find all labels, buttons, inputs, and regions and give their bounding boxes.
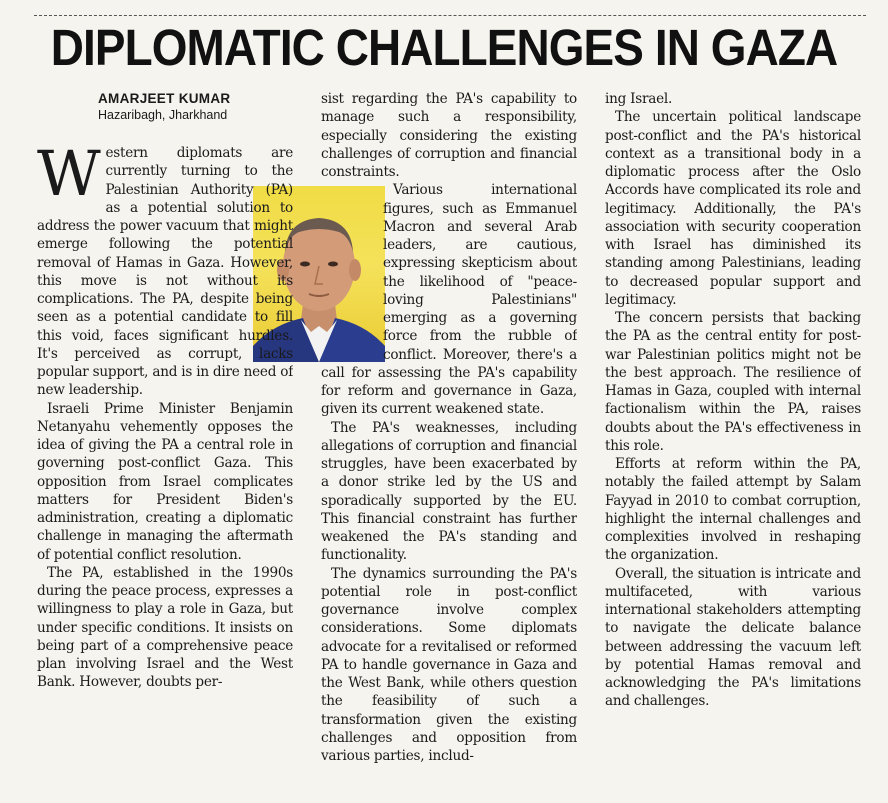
article-paragraph: The PA's weaknesses, including allegations of corruption and financial struggles, have been exacerbated by a donor strike led by the US and sporadically supported by the EU. This financial constraint has further weakened the PA's standing and functionality. (321, 419, 577, 564)
article-paragraph: Efforts at reform within the PA, notably the failed attempt by Salam Fayyad in 2010 to combat corruption, highlight the internal challenges and complexities involved in reshaping the organization. (605, 456, 861, 564)
drop-cap: W (37, 144, 101, 210)
article-paragraph: The PA, established in the 1990s during the peace process, expresses a willingness to play a role in Gaza, but under specific conditions. It insists on being part of a comprehensive peace plan involving Israel and the West Bank. However, doubts per- (37, 564, 293, 691)
headline: DIPLOMATIC CHALLENGES IN GAZA (50, 19, 838, 76)
article-paragraph: The dynamics surrounding the PA's potential role in post-conflict governance involve complex considerations. Some diplomats advocate for a revitalised or reformed PA to handle governance in Gaza and the West Bank, while others question the feasibility of such a transformation given the existing challenges and opposition from various parties, includ- (321, 565, 577, 764)
article-paragraph: sist regarding the PA's capability to manage such a responsibility, especially considering the existing challenges of corruption and financial constraints. (321, 91, 577, 180)
paragraph-text: Various international figures, such as Emmanuel Macron and several Arab leaders, are cautious, expressing skepticism about the likelihood of "peace-loving Palestinians" emerging as a governing force from the rubble of conflict. Moreover, there's a call for assessing the PA's capability for reform and governance in Gaza, given its current weakened state. (321, 182, 577, 418)
article-paragraph: ing Israel. (605, 91, 673, 107)
top-rule (34, 15, 866, 16)
photo-wrap-space (321, 181, 381, 357)
article-paragraph (37, 144, 293, 400)
paragraph-text: estern diplomats are currently turning to the Palestinian Authority (PA) as a potential solution to address the power vacuum that might emerge following the potential removal of Hamas in Gaza. However, this move is not without its complications. The PA, despite being seen as a potential candidate to fill this void, faces significant hurdles. It's perceived as corrupt, lacks popular support, and is in dire need of new leadership. (37, 145, 293, 399)
byline (98, 90, 248, 124)
article-column-1 (37, 144, 293, 803)
article-paragraph: The uncertain political landscape post-conflict and the PA's historical context as a transitional body in a diplomatic process after the Oslo Accords have complicated its role and legitimacy. Additionally, the PA's association with security cooperation with Israel has diminished its standing among Palestinians, leading to decreased popular support and legitimacy. (605, 109, 861, 308)
author-place: Hazaribagh, Jharkhand (98, 108, 228, 122)
article-column-3 (605, 90, 861, 803)
article-paragraph (321, 181, 577, 418)
article-paragraph: Overall, the situation is intricate and multifaceted, with various international stakeholders attempting to navigate the delicate balance between addressing the vacuum left by potential Hamas removal and acknowledging the PA's limitations and challenges. (605, 565, 861, 710)
author-name: AMARJEET KUMAR (98, 91, 231, 106)
article-column-2 (321, 90, 577, 803)
article-paragraph: Israeli Prime Minister Benjamin Netanyahu vehemently opposes the idea of giving the PA a central role in governing post-conflict Gaza. This opposition from Israel complicates matters for President Biden's administration, creating a diplomatic challenge in managing the aftermath of potential conflict resolution. (37, 400, 293, 563)
article-paragraph: The concern persists that backing the PA as the central entity for post-war Palestinian politics might not be the best approach. The resilience of Hamas in Gaza, coupled with internal factionalism within the PA, raises doubts about the PA's effectiveness in this role. (605, 310, 861, 454)
